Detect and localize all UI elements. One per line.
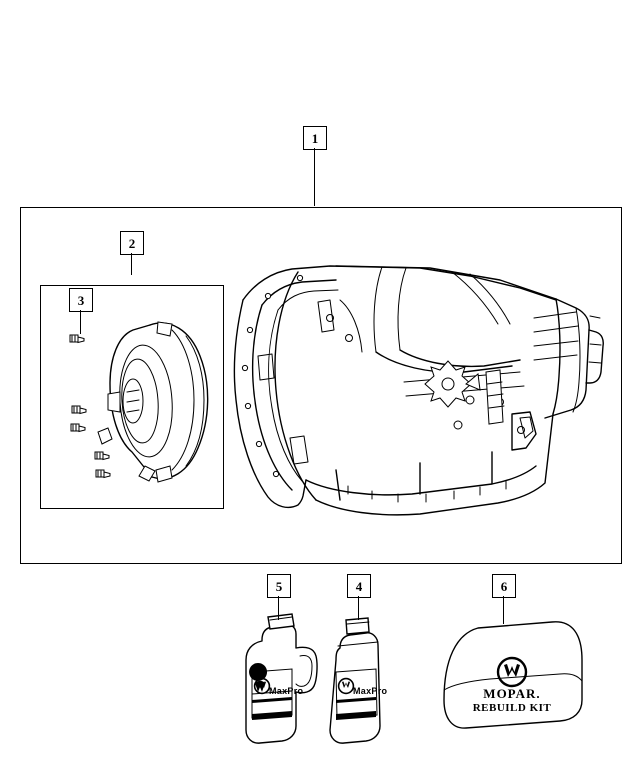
- kit-brand-text: MOPAR.: [483, 686, 541, 701]
- kit-caption-text: REBUILD KIT: [472, 702, 552, 714]
- leader-line-6: [503, 596, 504, 624]
- callout-2-label: 2: [128, 235, 136, 251]
- leader-line-4: [358, 596, 359, 620]
- callout-1-label: 1: [311, 130, 319, 146]
- callout-3-label: 3: [77, 292, 85, 308]
- callout-6-label: 6: [500, 578, 508, 594]
- gallon-bottle-illustration: [246, 614, 317, 743]
- gallon-bottle-brand: MaxPro: [269, 686, 304, 696]
- callout-4-label: 4: [355, 578, 363, 594]
- quart-bottle-illustration: [330, 618, 380, 743]
- quart-bottle-brand: MaxPro: [353, 686, 388, 696]
- callout-5-label: 5: [275, 578, 283, 594]
- callout-4[interactable]: [347, 574, 371, 598]
- callout-6[interactable]: [492, 574, 516, 598]
- bolt-glyphs: [70, 335, 110, 478]
- callout-5[interactable]: [267, 574, 291, 598]
- leader-line-5: [278, 596, 279, 620]
